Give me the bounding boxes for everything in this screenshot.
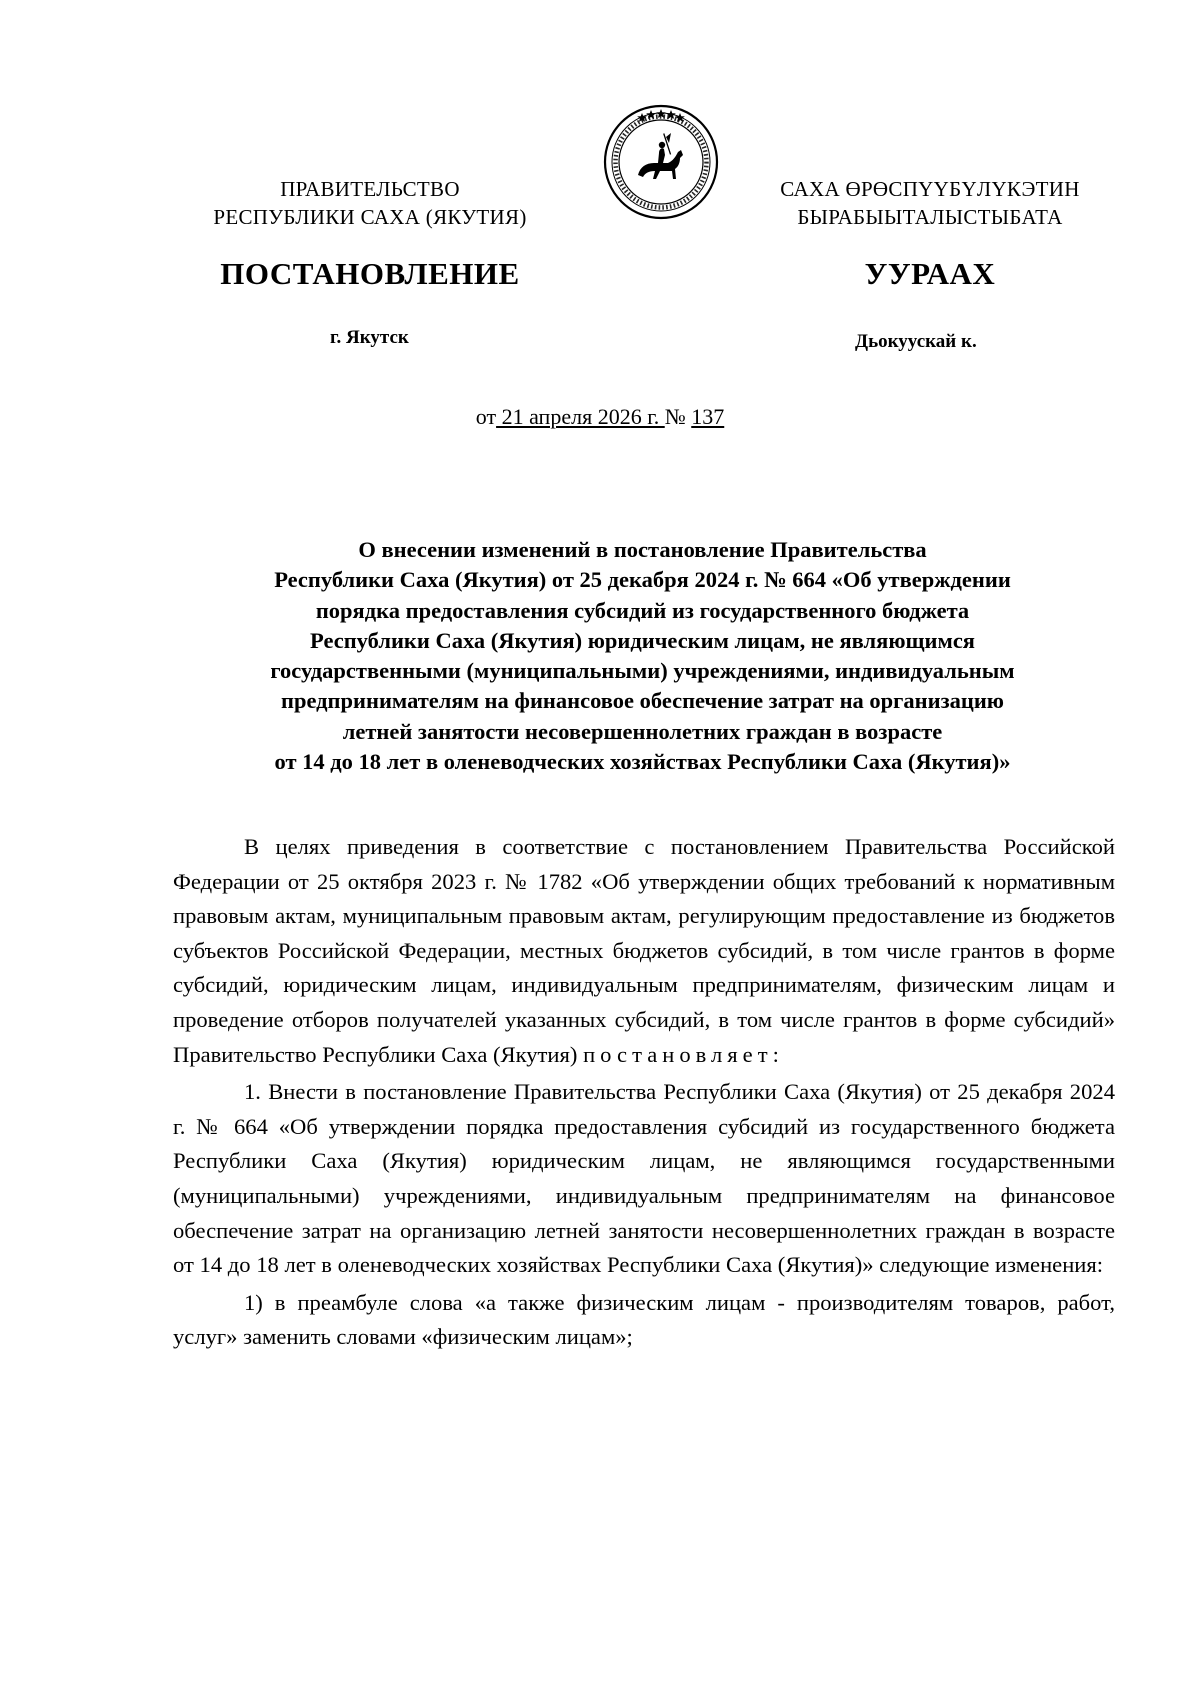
title-line: Республики Саха (Якутия) от 25 декабря 2024 г. № 664 «Об утверждении: [274, 567, 1011, 593]
coat-of-arms-yakutia-icon: [602, 103, 720, 221]
date-line: [0, 404, 1200, 430]
number-prefix: №: [664, 404, 692, 429]
doc-type-sah: УУРААХ: [864, 256, 996, 291]
resolves-word: постановляет:: [583, 1041, 784, 1067]
city-sah: Дьокуускай к.: [855, 331, 977, 352]
title-line: государственными (муниципальными) учреждениями, индивидуальным: [270, 658, 1015, 684]
title-line: летней занятости несовершеннолетних граждан в возрасте: [342, 718, 943, 744]
date-value: 21 апреля 2026 г.: [496, 404, 665, 429]
header-left-line1: ПРАВИТЕЛЬСТВО: [280, 177, 460, 201]
preamble-paragraph: [173, 830, 1115, 1072]
title-line: от 14 до 18 лет в оленеводческих хозяйствах Республики Саха (Якутия)»: [274, 749, 1011, 775]
header-right: [735, 175, 1125, 231]
item-1-1-paragraph: 1) в преамбуле слова «а также физическим лицам - производителям товаров, работ, услуг» заменить словами «физическим лицам»;: [173, 1289, 1115, 1350]
doc-type-ru: ПОСТАНОВЛЕНИЕ: [220, 256, 520, 291]
header-right-line1: САХА ӨРӨСПҮҮБҮЛҮКЭТИН: [780, 177, 1080, 201]
header-left: [160, 175, 580, 231]
title-line: порядка предоставления субсидий из государственного бюджета: [315, 597, 970, 623]
title-line: предпринимателям на финансовое обеспечение затрат на организацию: [281, 688, 1004, 714]
header-left-line2: РЕСПУБЛИКИ САХА (ЯКУТИЯ): [213, 205, 527, 229]
city-ru: г. Якутск: [330, 327, 409, 348]
doc-number: 137: [691, 404, 725, 429]
title-line: Республики Саха (Якутия) юридическим лицам, не являющимся: [310, 627, 975, 653]
document-title: [170, 535, 1115, 777]
preamble-text: В целях приведения в соответствие с постановлением Правительства Российской Федерации от 25 октября 2023 г. № 1782 «Об утверждении общих требований к нормативным правовым актам, муниципальным правовым актам, регулирующим предоставление из бюджетов субъектов Российской Федерации, местных бюджетов субсидий, в том числе грантов в форме субсидий, юридическим лицам, индивидуальным предпринимателям, физическим лицам и проведение отборов получателей указанных субсидий, в том числе грантов в форме субсидий» Правительство Республики Саха (Якутия): [173, 834, 1115, 1067]
document-body: [173, 830, 1115, 1358]
title-line: О внесении изменений в постановление Правительства: [358, 537, 927, 562]
date-prefix: от: [475, 404, 497, 429]
item-1-paragraph: 1. Внести в постановление Правительства Республики Саха (Якутия) от 25 декабря 2024 г. № 664 «Об утверждении порядка предоставления субсидий из государственного бюджета Республики Саха (Якутия) юридическим лицам, не являющимся государственными (муниципальными) учреждениями, индивидуальным предпринимателям на финансовое обеспечение затрат на организацию летней занятости несовершеннолетних граждан в возрасте от 14 до 18 лет в оленеводческих хозяйствах Республики Саха (Якутия)» следующие изменения:: [173, 1079, 1115, 1278]
header-right-line2: БЫРАБЫЫТАЛЫСТЫБАТА: [797, 205, 1063, 229]
